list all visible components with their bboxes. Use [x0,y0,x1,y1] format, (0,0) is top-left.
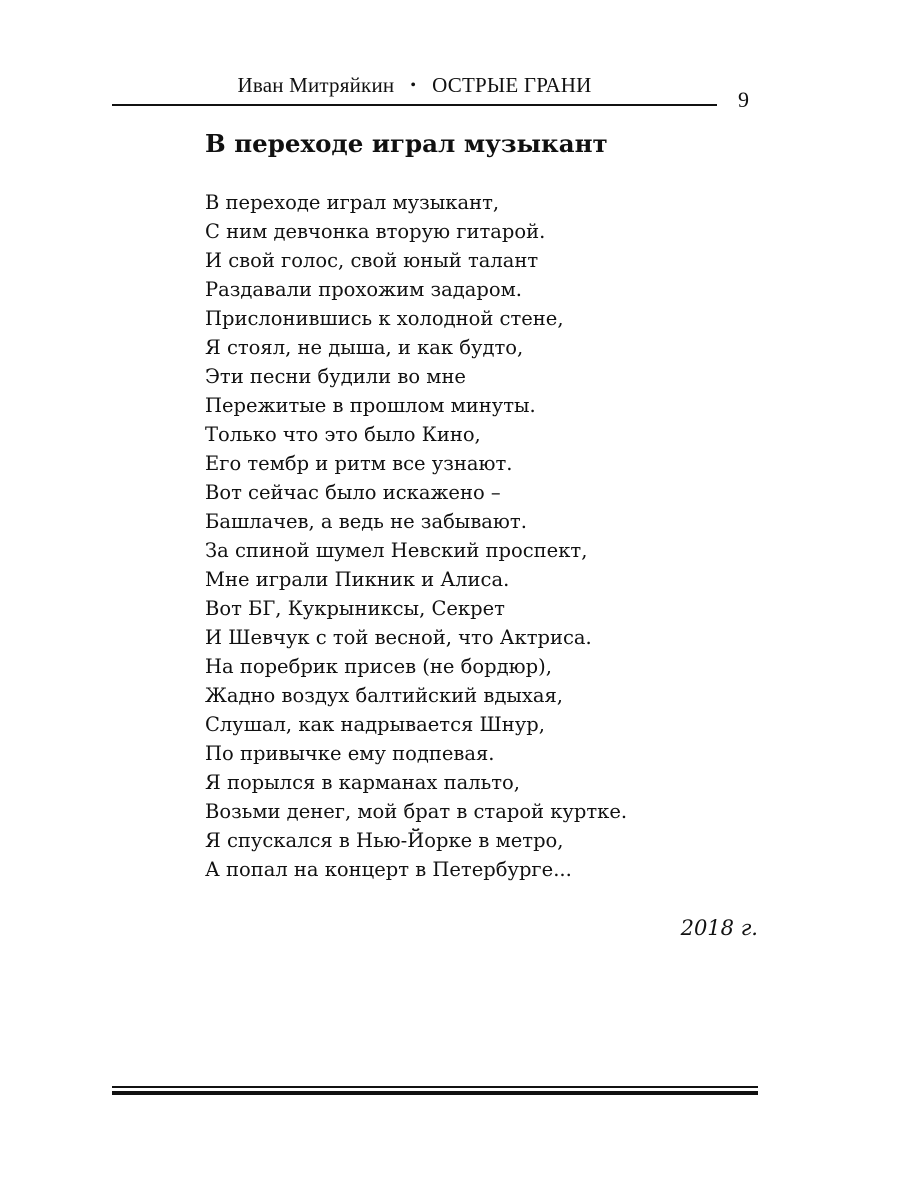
poem-line: Его тембр и ритм все узнают. [205,452,513,475]
poem-line: Мне играли Пикник и Алиса. [205,568,510,591]
header-book-title: ОСТРЫЕ ГРАНИ [432,73,592,97]
poem-line: И Шевчук с той весной, что Актриса. [205,626,592,649]
poem-line: Только что это было Кино, [205,423,481,446]
poem-line: А попал на концерт в Петербурге... [205,858,572,881]
poem-line: Я стоял, не дыша, и как будто, [205,336,524,359]
poem-line: Эти песни будили во мне [205,365,466,388]
poem-line: Жадно воздух балтийский вдыхая, [205,684,563,707]
poem-line: Прислонившись к холодной стене, [205,307,564,330]
running-header [112,70,717,106]
poem-line: В переходе играл музыкант, [205,191,500,214]
poem-line: Башлачев, а ведь не забывают. [205,510,527,533]
poem-line: На поребрик присев (не бордюр), [205,655,552,678]
poem-line: Вот сейчас было искажено – [205,481,501,504]
poem-line: И свой голос, свой юный талант [205,249,539,272]
page-number: 9 [738,87,749,112]
poem-line: Слушал, как надрывается Шнур, [205,713,545,736]
poem-line: За спиной шумел Невский проспект, [205,539,588,562]
poem-line: По привычке ему подпевая. [205,742,495,765]
footer-rule-thin [112,1086,758,1088]
poem-line: Я спускался в Нью-Йорке в метро, [205,829,564,852]
poem-line: Возьми денег, мой брат в старой куртке. [205,800,628,823]
poem-line: Вот БГ, Кукрыниксы, Секрет [205,597,505,620]
footer-rule-thick [112,1091,758,1095]
poem-date: 2018 г. [680,916,758,940]
poem-line: Я порылся в карманах пальто, [205,771,520,794]
poem-line: С ним девчонка вторую гитарой. [205,220,546,243]
poem-line: Раздавали прохожим задаром. [205,278,522,301]
header-separator-bullet: • [410,77,417,94]
header-author: Иван Митряйкин [237,73,395,97]
poem-body [205,188,627,884]
poem-line: Пережитые в прошлом минуты. [205,394,536,417]
poem-title: В переходе играл музыкант [205,129,608,158]
